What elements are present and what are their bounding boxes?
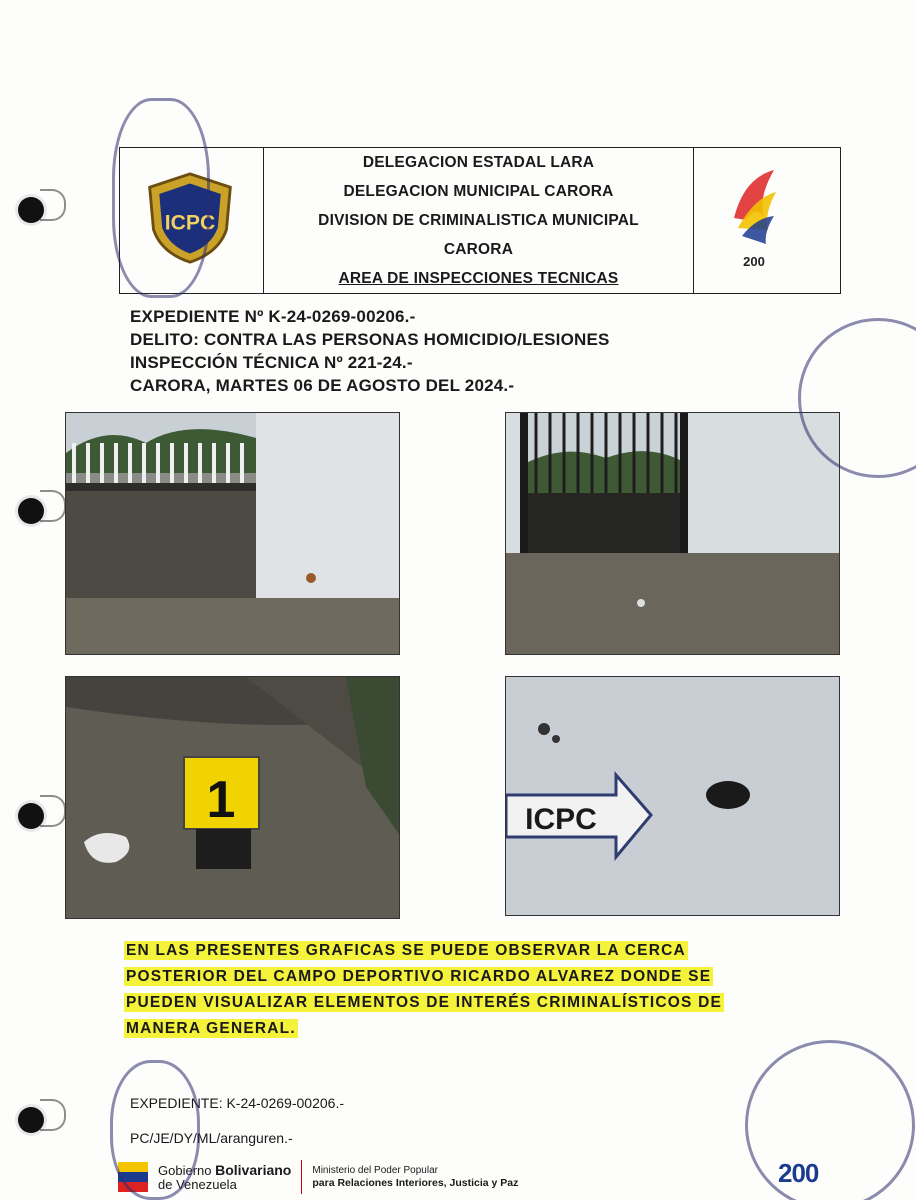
ministerio-logo <box>312 1165 518 1190</box>
official-stamp-top-left <box>112 98 210 298</box>
header-line: DELEGACION ESTADAL LARA <box>362 154 595 171</box>
evidence-marker-number: 1 <box>206 771 236 829</box>
logo-divider <box>301 1160 302 1194</box>
gobierno-text: Gobierno <box>158 1162 212 1178</box>
emblem-number: 200 <box>743 254 765 269</box>
photo-gate-right <box>505 412 840 655</box>
case-info <box>130 305 610 397</box>
photo-image <box>506 413 840 655</box>
footer-expediente: EXPEDIENTE: K-24-0269-00206.- <box>130 1095 344 1111</box>
case-inspeccion: INSPECCIÓN TÉCNICA Nº 221-24.- <box>130 353 413 372</box>
official-stamp-bottom-left <box>110 1060 200 1200</box>
case-fecha: CARORA, MARTES 06 DE AGOSTO DEL 2024.- <box>130 376 515 395</box>
header-line: DIVISION DE CRIMINALISTICA MUNICIPAL <box>318 212 639 229</box>
description-line: EN LAS PRESENTES GRAFICAS SE PUEDE OBSERVAR LA CERCA <box>126 942 686 959</box>
bottom-emblem-number: 200 <box>778 1158 819 1188</box>
case-expediente: EXPEDIENTE Nº K-24-0269-00206.- <box>130 307 416 326</box>
photo-evidence-marker <box>65 676 400 919</box>
case-delito: DELITO: CONTRA LAS PERSONAS HOMICIDIO/LESIONES <box>130 330 610 349</box>
description-line: MANERA GENERAL. <box>126 1020 296 1037</box>
description-highlighted <box>124 938 836 1042</box>
punch-hole <box>18 498 44 524</box>
svg-text:ICPC: ICPC <box>164 211 216 235</box>
bicentennial-emblem-icon <box>724 158 784 278</box>
gobierno-text-2: de Venezuela <box>158 1176 237 1192</box>
gobierno-bold-text: Bolivariano <box>215 1161 292 1178</box>
photo-fence-wall-left <box>65 412 400 655</box>
letterhead-title <box>264 148 694 293</box>
official-stamp-bottom-right <box>745 1040 915 1200</box>
ministerio-text: Ministerio del Poder Popular <box>312 1164 438 1176</box>
photo-image <box>506 677 840 916</box>
header-line: CARORA <box>443 241 514 258</box>
arrow-label: ICPC <box>525 803 597 836</box>
punch-hole <box>18 803 44 829</box>
header-line: DELEGACION MUNICIPAL CARORA <box>343 183 614 200</box>
description-line: POSTERIOR DEL CAMPO DEPORTIVO RICARDO ALVAREZ DONDE SE <box>126 968 712 985</box>
photo-image <box>66 677 400 919</box>
photo-wall-arrow <box>505 676 840 916</box>
punch-hole <box>18 1107 44 1133</box>
header-line-area: AREA DE INSPECCIONES TECNICAS <box>338 270 619 287</box>
description-line: PUEDEN VISUALIZAR ELEMENTOS DE INTERÉS CRIMINALÍSTICOS DE <box>126 994 723 1011</box>
photo-image <box>66 413 400 655</box>
letterhead-emblem-cell <box>694 148 840 293</box>
punch-hole <box>18 197 44 223</box>
footer-initials: PC/JE/DY/ML/aranguren.- <box>130 1130 293 1146</box>
ministerio-bold-text: para Relaciones Interiores, Justicia y Paz <box>312 1176 519 1189</box>
letterhead-box <box>119 147 841 294</box>
